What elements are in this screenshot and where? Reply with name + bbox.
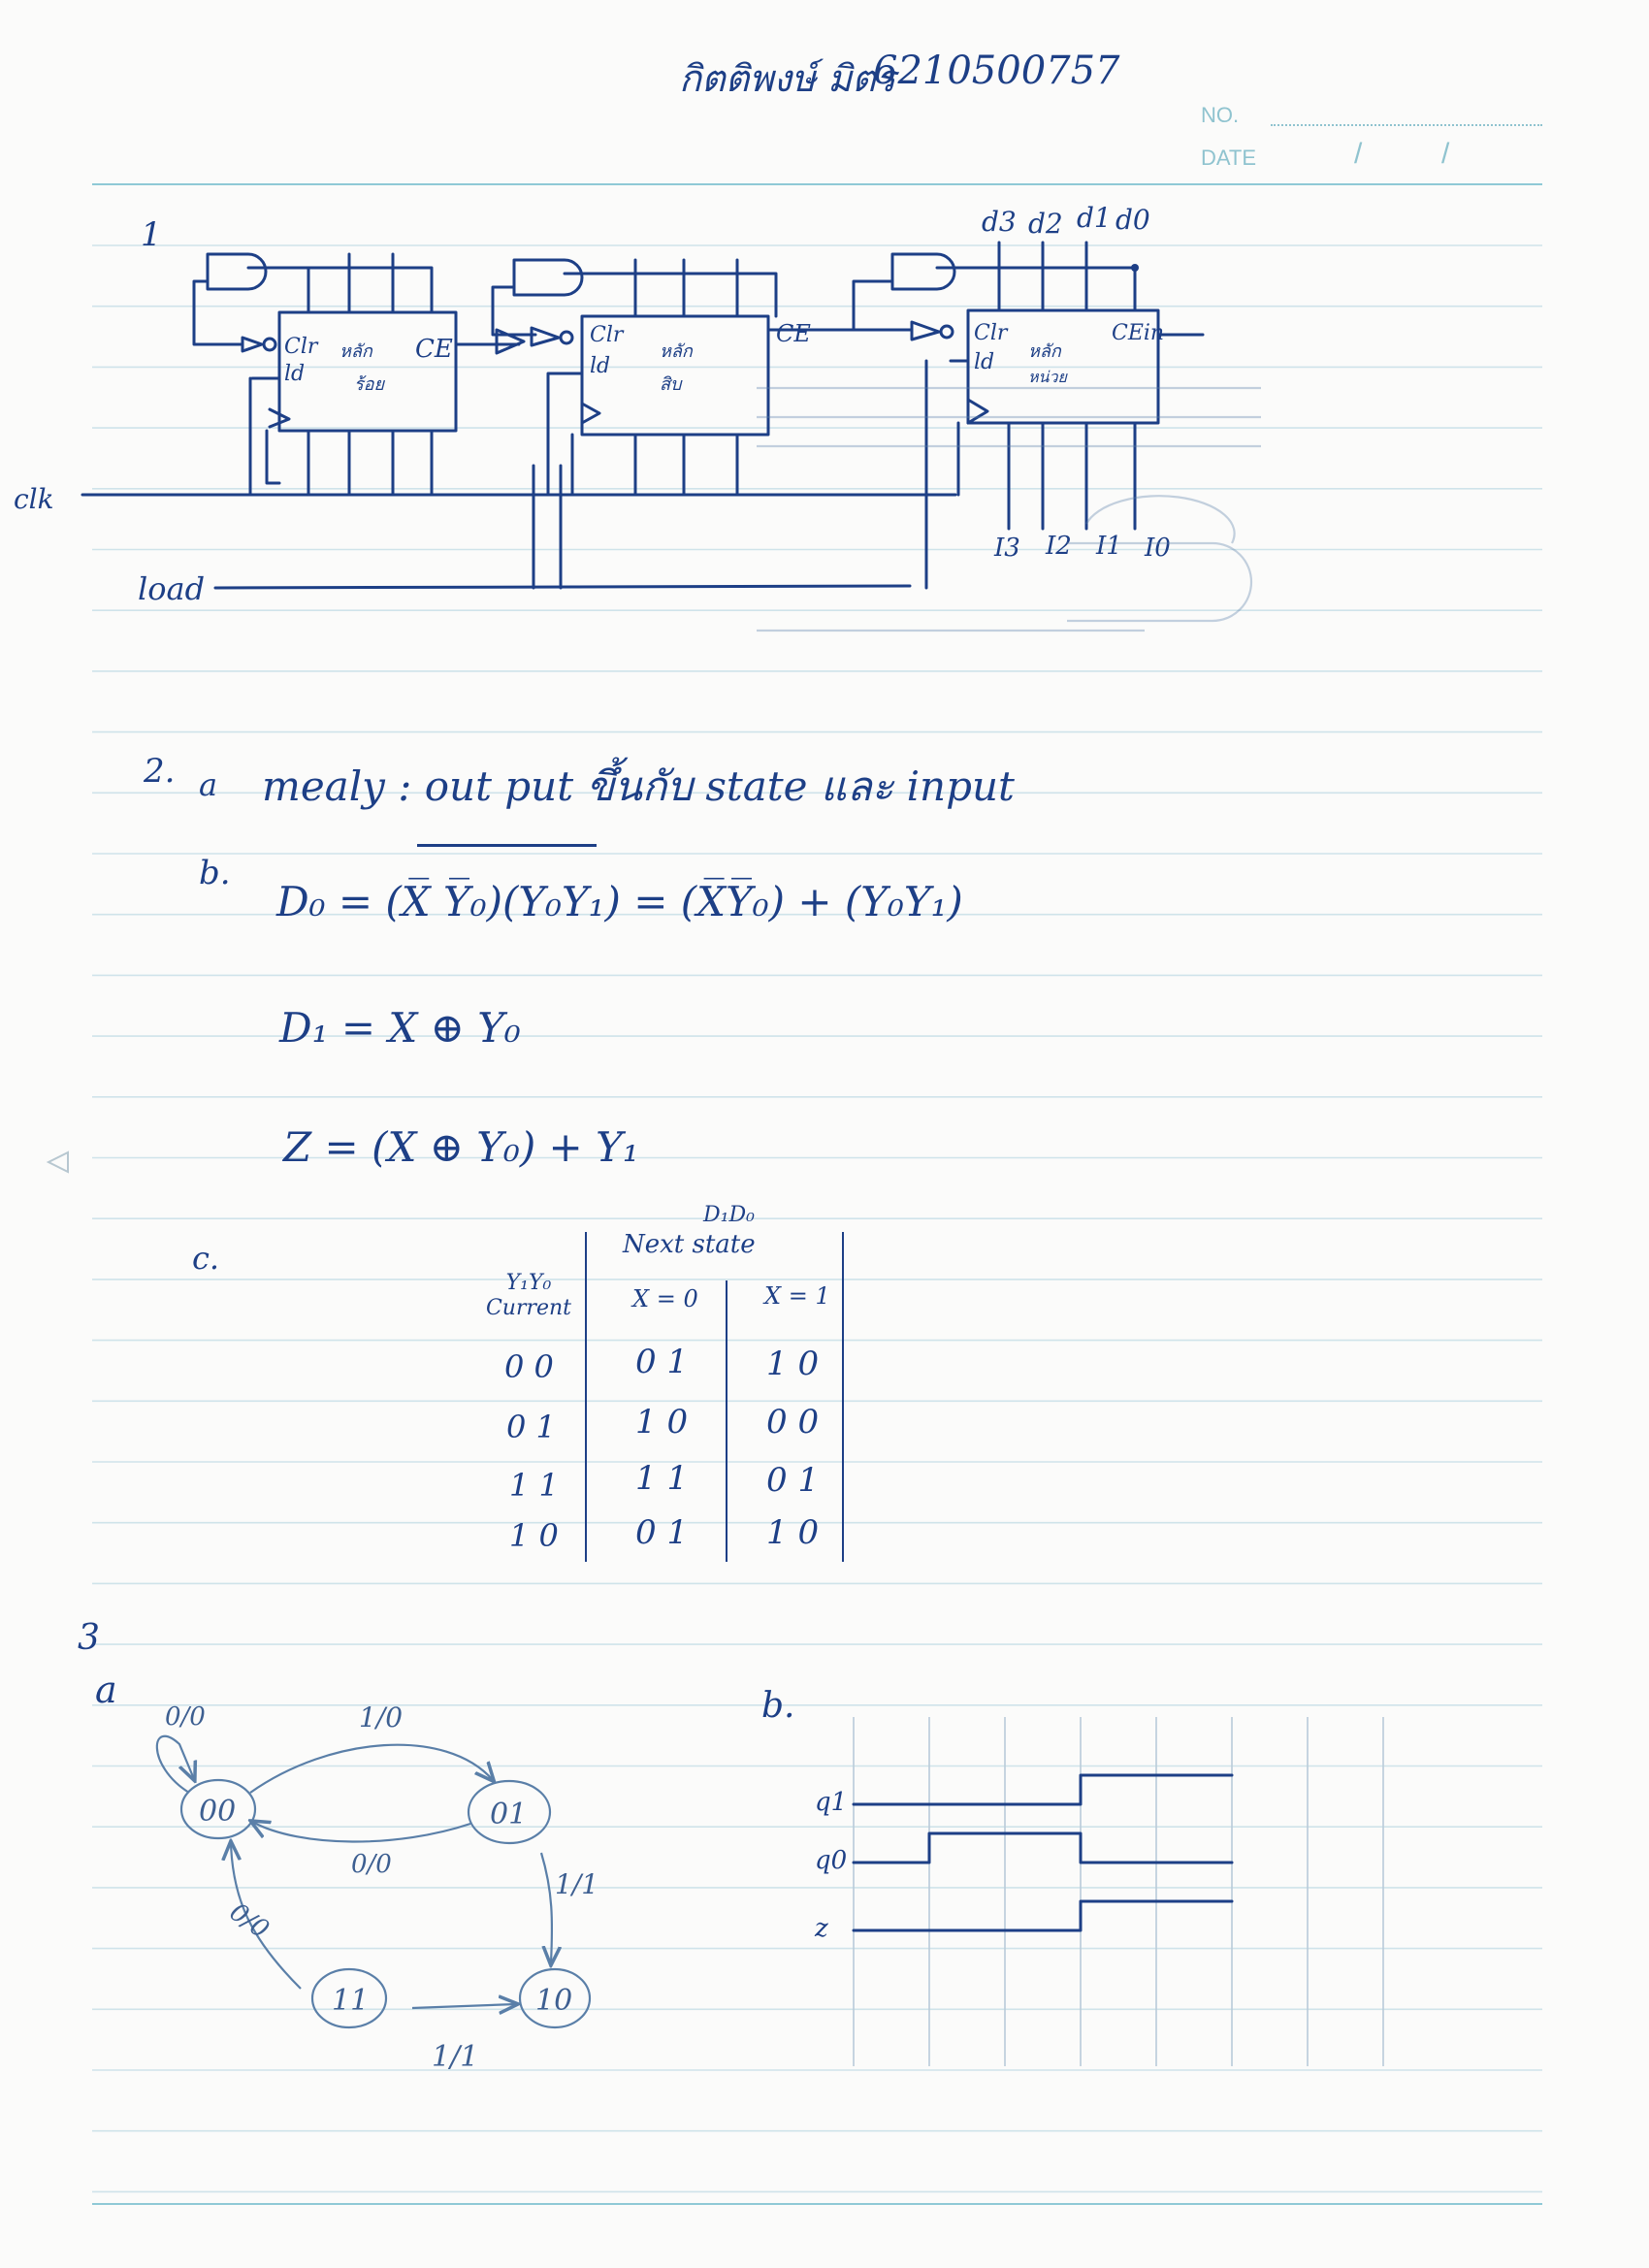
student-id: 6210500757 — [873, 49, 1120, 93]
x1-header: X = 1 — [764, 1282, 830, 1310]
date-sep-1: / — [1354, 138, 1363, 170]
transition-11-10 — [412, 2004, 516, 2008]
counter-hundreds-ce: CE — [415, 335, 453, 364]
label-01-00: 0/0 — [351, 1850, 392, 1879]
state-11-label: 11 — [332, 1984, 370, 2018]
table-divider-1 — [585, 1232, 587, 1562]
label-00-00: 0/0 — [165, 1702, 206, 1732]
waveform-q0 — [854, 1833, 1232, 1863]
table-top-label: D₁D₀ — [703, 1203, 755, 1227]
counter-tens-ce: CE — [776, 320, 811, 347]
q3b-label: b. — [761, 1686, 795, 1726]
label-01-10: 1/1 — [555, 1868, 599, 1900]
row-1-x0: 1 0 — [635, 1403, 689, 1442]
state-01 — [469, 1781, 550, 1843]
counter-units-ld: ld — [974, 350, 995, 374]
row-1-current: 0 1 — [506, 1409, 556, 1445]
load-wire — [215, 586, 910, 588]
date-label: DATE — [1201, 146, 1257, 170]
waveform-z — [854, 1901, 1232, 1930]
q2c-label: c. — [192, 1240, 220, 1277]
state-00 — [181, 1780, 255, 1838]
counter-tens-ld: ld — [590, 354, 611, 378]
d1-equation: D₁ = X ⊕ Y₀ — [279, 1004, 521, 1052]
row-0-x0: 0 1 — [635, 1343, 689, 1381]
counter-units-clr: Clr — [974, 321, 1008, 345]
x0-header: X = 0 — [632, 1285, 698, 1312]
overline-mark — [417, 844, 597, 847]
i1-label: I1 — [1096, 532, 1122, 561]
row-2-x1: 0 1 — [766, 1461, 820, 1500]
transition-00-01 — [250, 1745, 493, 1793]
state-01-label: 01 — [490, 1798, 528, 1831]
d0-equation: D₀ = (X̅ Y̅₀)(Y₀Y₁) = (X̅Y̅₀) + (Y₀Y₁) — [276, 878, 963, 925]
counter-hundreds-name-1: หลัก — [340, 341, 372, 362]
transition-01-10 — [541, 1853, 552, 1963]
z-equation: Z = (X ⊕ Y₀) + Y₁ — [283, 1123, 639, 1171]
state-diagram — [136, 1678, 640, 2095]
transition-01-00 — [252, 1822, 470, 1842]
row-3-x1: 1 0 — [766, 1513, 820, 1552]
row-0-current: 0 0 — [504, 1348, 554, 1385]
counter-units-ce: CEin — [1112, 321, 1165, 345]
q2a-label: a — [199, 766, 218, 803]
i0-label: I0 — [1145, 534, 1171, 563]
state-00-label: 00 — [199, 1795, 237, 1829]
row-3-x0: 0 1 — [635, 1513, 689, 1552]
waveform-label-z: z — [815, 1914, 828, 1943]
waveform-label-q1: q1 — [815, 1788, 848, 1817]
q1-number: 1 — [141, 215, 162, 254]
d0-label: d0 — [1116, 204, 1150, 236]
row-0-x1: 1 0 — [766, 1345, 820, 1383]
and-gate-1 — [208, 254, 266, 289]
counter-hundreds-name-2: ร้อย — [354, 374, 385, 395]
counter-tens — [493, 260, 854, 588]
q3-number: 3 — [78, 1618, 100, 1658]
counter-tens-name-2: สิบ — [660, 374, 682, 395]
label-00-01: 1/0 — [359, 1701, 404, 1733]
i3-label: I3 — [994, 534, 1020, 563]
counter-hundreds-ld: ld — [284, 362, 306, 386]
i2-label: I2 — [1046, 532, 1072, 561]
table-divider-3 — [842, 1232, 844, 1562]
counter-units-name-1: หลัก — [1028, 341, 1061, 362]
next-state-header: Next state — [623, 1230, 756, 1259]
state-10 — [520, 1969, 590, 2027]
load-label: load — [138, 570, 206, 607]
d3-label: d3 — [982, 206, 1017, 238]
counter-circuit-diagram — [0, 0, 1649, 698]
row-2-current: 1 1 — [509, 1467, 559, 1504]
row-2-x0: 1 1 — [635, 1459, 689, 1498]
no-label: NO. — [1201, 103, 1240, 127]
and-gate-2 — [514, 260, 582, 295]
transition-00-00 — [157, 1736, 194, 1793]
timing-grid — [854, 1717, 1383, 2066]
student-name: กิตติพงษ์ มิตร — [679, 57, 896, 100]
q2a-answer: mealy : out put ขึ้นกับ state และ input — [262, 762, 1015, 810]
counter-units — [854, 243, 1203, 588]
q2b-label: b. — [199, 854, 231, 892]
table-divider-2 — [726, 1280, 728, 1562]
waveform-label-q0: q0 — [815, 1846, 848, 1875]
q3a-label: a — [95, 1669, 117, 1711]
date-sep-2: / — [1441, 138, 1450, 170]
row-3-current: 1 0 — [509, 1517, 559, 1554]
d1-label: d1 — [1077, 202, 1112, 234]
row-1-x1: 0 0 — [766, 1403, 820, 1442]
counter-tens-name-1: หลัก — [660, 341, 693, 362]
waveform-q1 — [854, 1775, 1232, 1804]
state-11 — [312, 1969, 386, 2027]
counter-hundreds-clr: Clr — [284, 335, 318, 359]
counter-units-name-2: หน่วย — [1028, 368, 1067, 386]
current-header: Y₁Y₀ Current — [485, 1271, 572, 1320]
counter-hundreds-box — [279, 312, 456, 431]
state-10-label: 10 — [535, 1984, 573, 2018]
label-11-00: 0/0 — [223, 1897, 275, 1945]
counter-tens-clr: Clr — [590, 323, 624, 347]
timing-diagram — [795, 1698, 1494, 2086]
and-gate-3 — [892, 254, 954, 289]
q2-number: 2. — [144, 752, 176, 791]
label-11-10: 1/1 — [432, 2040, 479, 2074]
d2-label: d2 — [1028, 208, 1063, 240]
clk-label: clk — [14, 483, 54, 515]
